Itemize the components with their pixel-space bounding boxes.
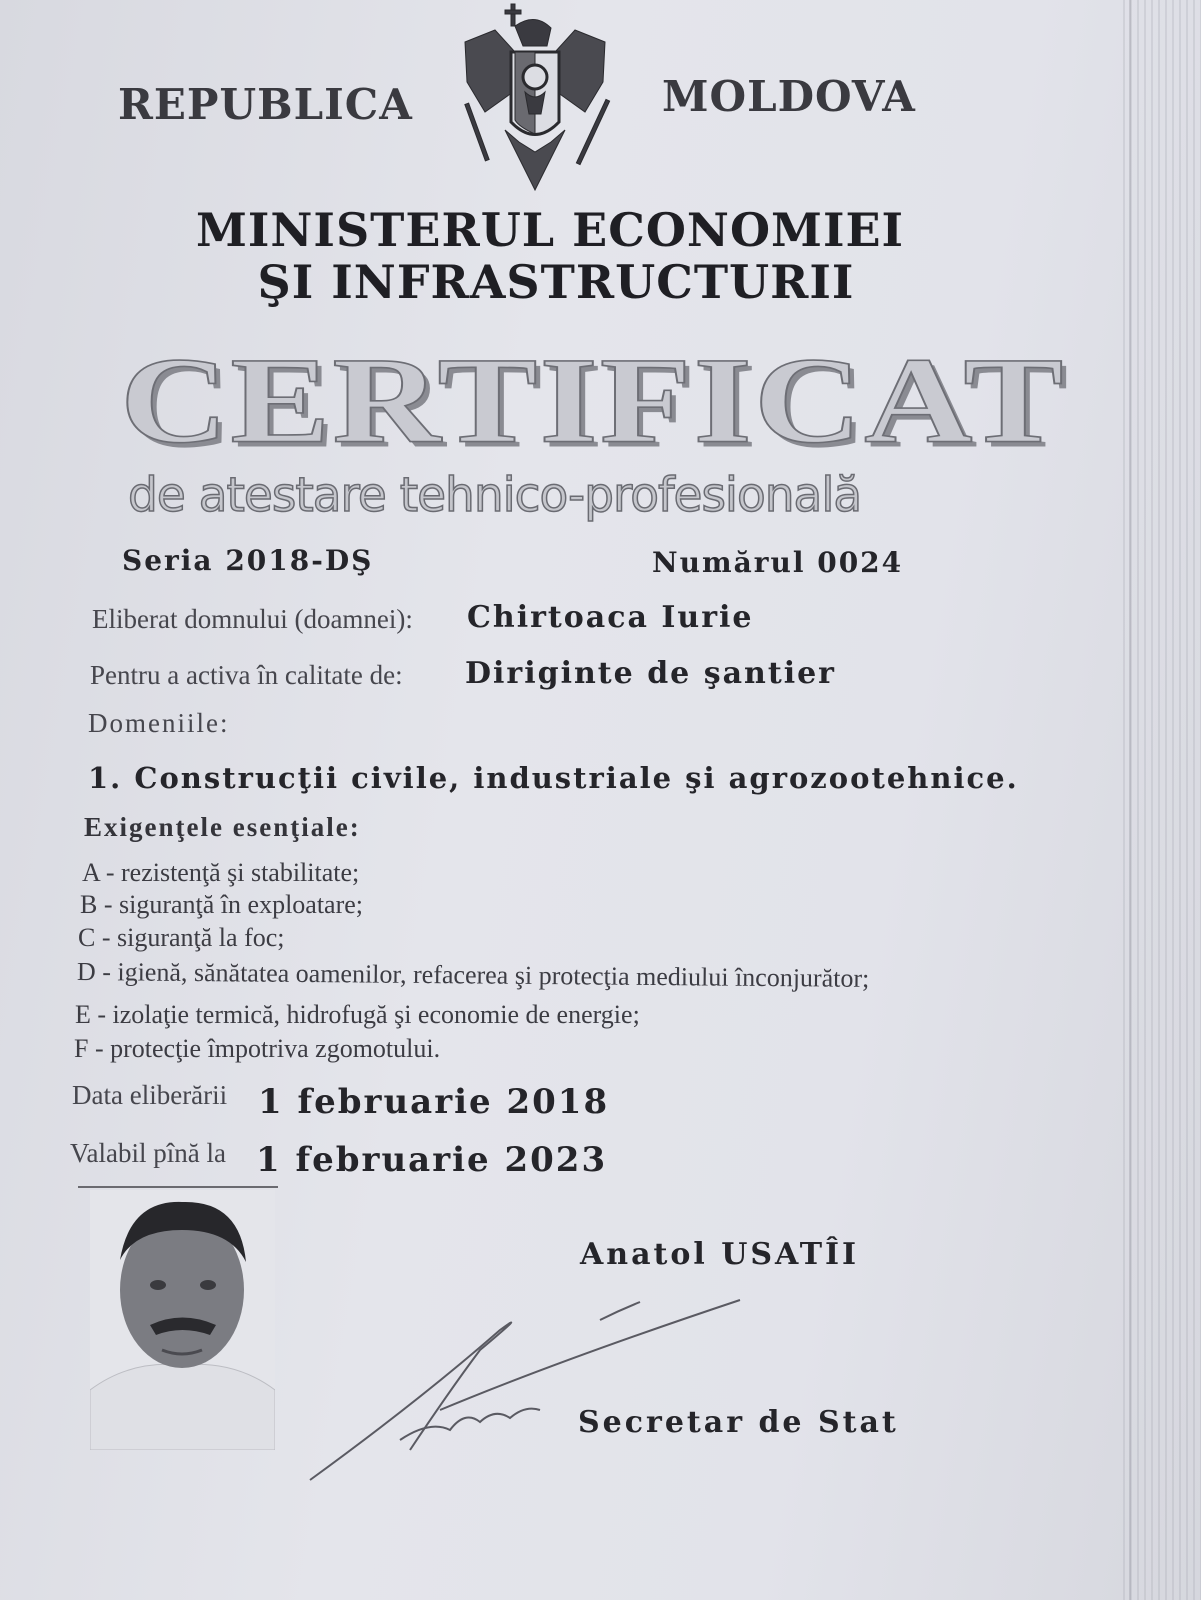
- signatory-position: Secretar de Stat: [578, 1405, 899, 1440]
- requirements-label: Exigenţele esenţiale:: [84, 812, 361, 842]
- photo-divider: [78, 1186, 278, 1188]
- holder-photo: [90, 1190, 275, 1450]
- certificate-subtitle: de atestare tehnico-profesională: [128, 468, 862, 523]
- role-label: Pentru a activa în calitate de:: [90, 660, 403, 690]
- holder-name: Chirtoaca Iurie: [467, 600, 754, 635]
- domain-item-1: 1. Construcţii civile, industriale şi agrozootehnice.: [88, 761, 1019, 795]
- certificate-title: CERTIFICAT: [120, 332, 1066, 469]
- certificate-number: Numărul 0024: [652, 546, 904, 579]
- requirement-d: D - igienă, sănătatea oamenilor, refacerea şi protecţia mediului înconjurător;: [76, 957, 870, 993]
- domains-label: Domeniile:: [88, 708, 230, 738]
- requirement-e: E - izolaţie termică, hidrofugă şi economie de energie;: [75, 1000, 640, 1029]
- signature-icon: [300, 1290, 760, 1490]
- holder-role: Diriginte de şantier: [465, 656, 836, 691]
- certificate-series: Seria 2018-DŞ: [122, 544, 374, 577]
- country-name-left: REPUBLICA: [118, 80, 413, 129]
- requirement-f: F - protecţie împotriva zgomotului.: [74, 1034, 441, 1063]
- border-line: [1129, 0, 1131, 1600]
- issue-date-label: Data eliberării: [72, 1080, 228, 1110]
- signatory-name: Anatol USATÎI: [580, 1237, 860, 1272]
- requirement-b: B - siguranţă în exploatare;: [80, 890, 364, 919]
- country-name-right: MOLDOVA: [662, 72, 916, 121]
- coat-of-arms-icon: [455, 2, 615, 194]
- ministry-line-2: ŞI INFRASTRUCTURII: [257, 255, 855, 309]
- ministry-line-1: MINISTERUL ECONOMIEI: [195, 203, 905, 257]
- issue-date-value: 1 februarie 2018: [258, 1082, 610, 1122]
- requirement-a: A - rezistenţă şi stabilitate;: [82, 858, 360, 887]
- valid-until-value: 1 februarie 2023: [256, 1140, 608, 1180]
- valid-until-label: Valabil pînă la: [70, 1138, 226, 1168]
- requirement-c: C - siguranţă la foc;: [78, 923, 285, 952]
- issued-to-label: Eliberat domnului (doamnei):: [92, 604, 413, 634]
- decorative-border: [1123, 0, 1201, 1600]
